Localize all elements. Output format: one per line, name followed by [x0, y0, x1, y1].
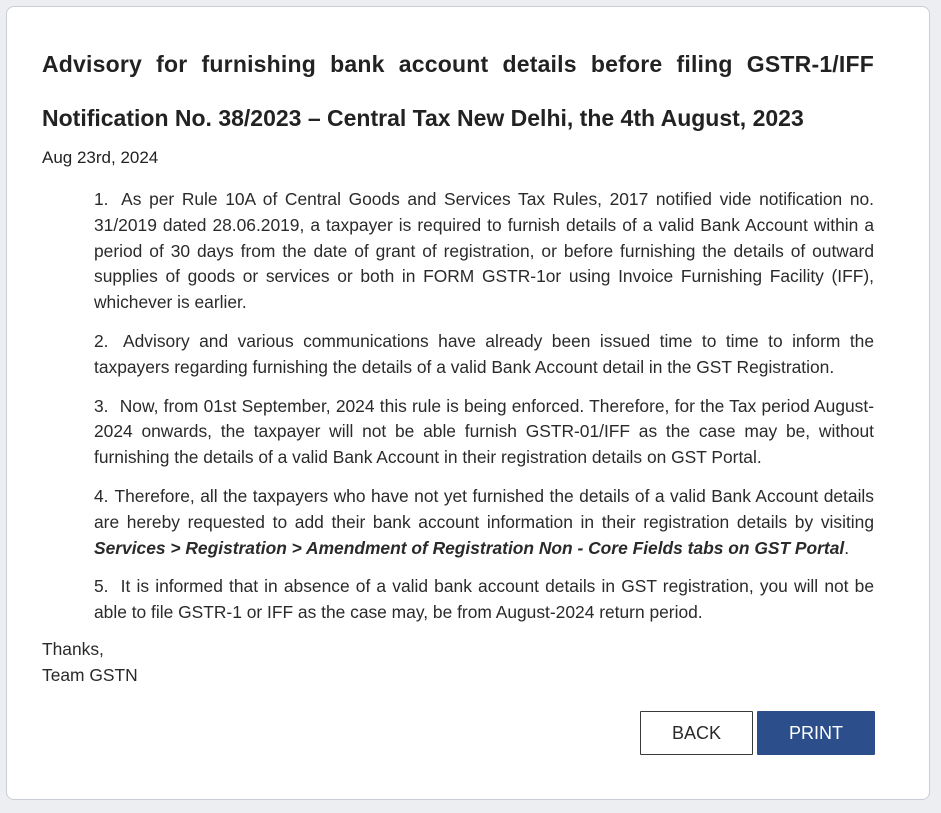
advisory-date: Aug 23rd, 2024 [42, 148, 159, 167]
advisory-point-1 [94, 187, 874, 316]
signoff-team: Team GSTN [42, 665, 138, 685]
print-button[interactable]: PRINT [757, 711, 875, 755]
point-number: 2. [94, 330, 109, 351]
point-number: 4. [94, 485, 109, 506]
point-text: It is informed that in absence of a valid bank account details in GST registration, you will not be able to file GSTR-1 or IFF as the case may, be from August-2024 return period. [94, 576, 874, 623]
point-text: Therefore, all the taxpayers who have not yet furnished the details of a valid Bank Account details are hereby requested to add their bank account information in their registration details by visiting [94, 485, 874, 532]
advisory-point-3 [94, 394, 874, 471]
signoff [42, 636, 138, 688]
notification-heading: Notification No. 38/2023 – Central Tax New Delhi, the 4th August, 2023 [42, 105, 804, 131]
back-button[interactable]: BACK [640, 711, 753, 755]
point-number: 5. [94, 576, 109, 597]
point-number: 3. [94, 395, 109, 416]
signoff-thanks: Thanks, [42, 639, 104, 659]
advisory-title: Advisory for furnishing bank account details before filing GSTR-1/IFF [42, 51, 874, 77]
navigation-path: Services > Registration > Amendment of Registration Non - Core Fields tabs on GST Portal [94, 537, 845, 558]
advisory-point-4 [94, 484, 874, 561]
advisory-point-2 [94, 329, 874, 381]
point-suffix: . [844, 537, 850, 558]
advisory-point-5 [94, 574, 874, 626]
point-text: Now, from 01st September, 2024 this rule is being enforced. Therefore, for the Tax period August-2024 onwards, the taxpayer will not be able furnish GSTR-01/IFF as the case may be, without furnishing the details of a valid Bank Account in their registration details on GST Portal. [94, 395, 874, 468]
point-number: 1. [94, 189, 109, 209]
point-text: Advisory and various communications have already been issued time to time to inform the taxpayers regarding furnishing the details of a valid Bank Account detail in the GST Registration. [94, 330, 874, 377]
advisory-points-list [94, 187, 874, 639]
point-text: As per Rule 10A of Central Goods and Services Tax Rules, 2017 notified vide notification no. 31/2019 dated 28.06.2019, a taxpayer is required to furnish details of a valid Bank Account within a period of 30 days from the date of grant of registration, or before furnishing the details of outward supplies of goods or services or both in FORM GSTR-1or using Invoice Furnishing Facility (IFF), whichever is earlier. [94, 189, 874, 313]
advisory-panel [6, 6, 930, 800]
